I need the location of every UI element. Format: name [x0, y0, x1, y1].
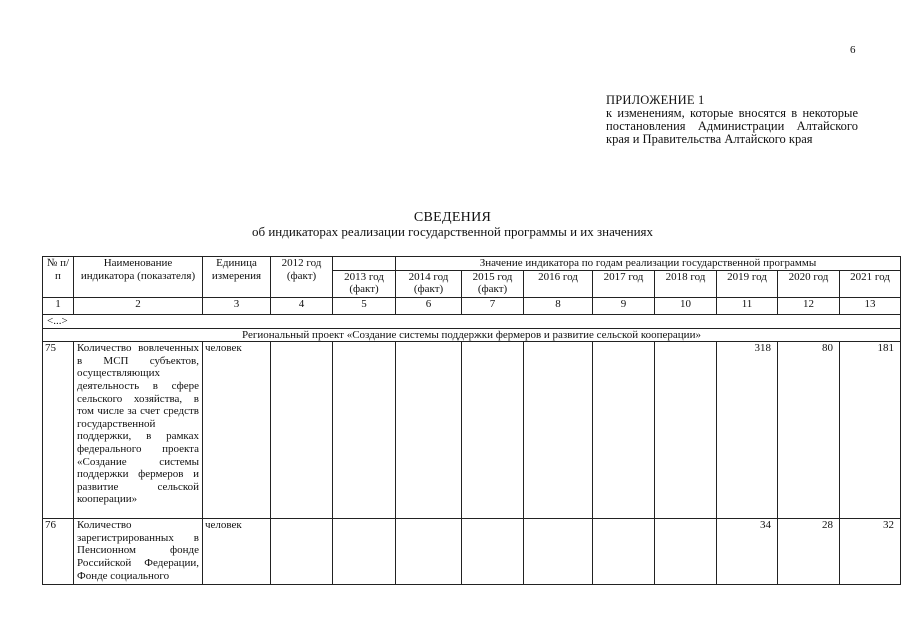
value-cell: [593, 342, 655, 519]
header-2018: 2018 год: [655, 270, 717, 297]
ellipsis-row: [43, 314, 901, 328]
page-number: 6: [850, 44, 856, 56]
document-subtitle: об индикаторах реализации государственной программы и их значениях: [251, 224, 654, 239]
appendix-block: [606, 94, 858, 146]
header-unit: Единица измерения: [203, 257, 271, 298]
value-2019: 318: [717, 342, 778, 519]
value-cell: [524, 519, 593, 585]
column-number: 1: [43, 297, 74, 314]
value-2019: 34: [717, 519, 778, 585]
header-2017: 2017 год: [593, 270, 655, 297]
value-cell: [462, 519, 524, 585]
header-row-1: [43, 257, 901, 271]
value-2021: 32: [840, 519, 901, 585]
header-2021: 2021 год: [840, 270, 901, 297]
value-cell: [333, 342, 396, 519]
column-number: 12: [778, 297, 840, 314]
value-2021: 181: [840, 342, 901, 519]
column-number: 9: [593, 297, 655, 314]
appendix-title: ПРИЛОЖЕНИЕ 1: [606, 93, 705, 107]
row-number: 76: [43, 519, 74, 585]
header-2015: 2015 год (факт): [462, 270, 524, 297]
header-num: № п/п: [43, 257, 74, 298]
value-cell: [271, 342, 333, 519]
column-number: 6: [396, 297, 462, 314]
value-cell: [396, 342, 462, 519]
value-cell: [333, 519, 396, 585]
column-number-row: [43, 297, 901, 314]
column-number: 2: [74, 297, 203, 314]
table-row: [43, 342, 901, 519]
indicator-name: Количество зарегистрированных в Пенсионном фонде Российской Федерации, Фонде социального: [74, 519, 203, 585]
unit-cell: человек: [203, 342, 271, 519]
value-2020: 80: [778, 342, 840, 519]
indicators-table: [42, 256, 901, 585]
value-cell: [593, 519, 655, 585]
value-cell: [655, 519, 717, 585]
unit-cell: человек: [203, 519, 271, 585]
header-2020: 2020 год: [778, 270, 840, 297]
header-2019: 2019 год: [717, 270, 778, 297]
document-title: СВЕДЕНИЯ: [413, 210, 492, 225]
column-number: 5: [333, 297, 396, 314]
header-2016: 2016 год: [524, 270, 593, 297]
value-cell: [655, 342, 717, 519]
value-cell: [524, 342, 593, 519]
column-number: 7: [462, 297, 524, 314]
header-2013: 2013 год (факт): [333, 270, 396, 297]
appendix-text: к изменениям, которые вносятся в некоторые постановления Администрации Алтайского края и Правительства Алтайского края: [606, 106, 858, 146]
value-2020: 28: [778, 519, 840, 585]
column-number: 8: [524, 297, 593, 314]
header-name: Наименование индикатора (показателя): [74, 257, 203, 298]
row-number: 75: [43, 342, 74, 519]
column-number: 3: [203, 297, 271, 314]
header-group: Значение индикатора по годам реализации государственной программы: [396, 257, 901, 271]
section-row: [43, 328, 901, 342]
header-2012: 2012 год (факт): [271, 257, 333, 298]
section-title: Региональный проект «Создание системы поддержки фермеров и развитие сельской кооперации»: [43, 328, 901, 342]
indicator-name: Количество вовлеченных в МСП субъектов, осуществляющих деятельность в сфере сельского хозяйства, в том числе за счет средств государственной поддержки, в рамках федерального проекта «Создание системы поддержки фермеров и развитие сельской кооперации»: [74, 342, 203, 519]
column-number: 10: [655, 297, 717, 314]
column-number: 11: [717, 297, 778, 314]
value-cell: [462, 342, 524, 519]
table-row: [43, 519, 901, 585]
column-number: 13: [840, 297, 901, 314]
value-cell: [271, 519, 333, 585]
header-2014: 2014 год (факт): [396, 270, 462, 297]
column-number: 4: [271, 297, 333, 314]
header-blank: [333, 257, 396, 271]
value-cell: [396, 519, 462, 585]
ellipsis: <...>: [43, 314, 901, 328]
